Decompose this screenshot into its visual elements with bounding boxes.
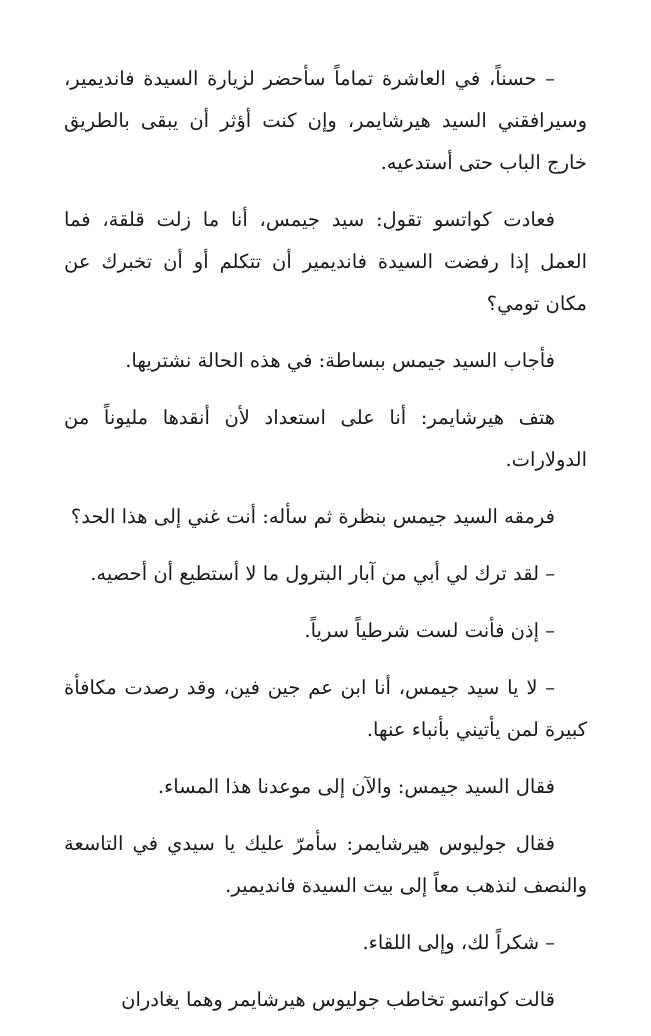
paragraph-1: – حسناً، في العاشرة تماماً سأحضر لزيارة السيدة فانديمير، وسيرافقني السيد هيرشايمر، وإن كنت أؤثر أن يبقى بالطريق خارج الباب حتى أستدعيه. bbox=[64, 67, 587, 174]
paragraph-2: فعادت كواتسو تقول: سيد جيمس، أنا ما زلت قلقة، فما العمل إذا رفضت السيدة فانديمير أن تتكلم أو أن تخبرك عن مكان تومي؟ bbox=[64, 208, 587, 315]
paragraph-6: – لقد ترك لي أبي من آبار البترول ما لا أستطيع أن أحصيه. bbox=[90, 562, 555, 585]
paragraph-9: فقال السيد جيمس: والآن إلى موعدنا هذا المساء. bbox=[157, 775, 555, 798]
paragraph-3: فأجاب السيد جيمس ببساطة: في هذه الحالة نشتريها. bbox=[125, 349, 555, 372]
paragraph-8: – لا يا سيد جيمس، أنا ابن عم جين فين، وقد رصدت مكافأة كبيرة لمن يأتيني بأنباء عنها. bbox=[64, 676, 587, 741]
paragraph-10: فقال جوليوس هيرشايمر: سأمرّ عليك يا سيدي في التاسعة والنصف لنذهب معاً إلى بيت السيدة فانديمير. bbox=[64, 832, 587, 897]
paragraph-5: فرمقه السيد جيمس بنظرة ثم سأله: أنت غني إلى هذا الحد؟ bbox=[70, 505, 555, 528]
book-page bbox=[64, 58, 587, 1036]
paragraph-4: هتف هيرشايمر: أنا على استعداد لأن أنقدها مليوناً من الدولارات. bbox=[64, 406, 587, 471]
paragraph-11: – شكراً لك، وإلى اللقاء. bbox=[362, 931, 555, 954]
paragraph-12: قالت كواتسو تخاطب جوليوس هيرشايمر وهما يغادران bbox=[121, 988, 555, 1011]
paragraph-7: – إذن فأنت لست شرطياً سرياً. bbox=[304, 619, 555, 642]
